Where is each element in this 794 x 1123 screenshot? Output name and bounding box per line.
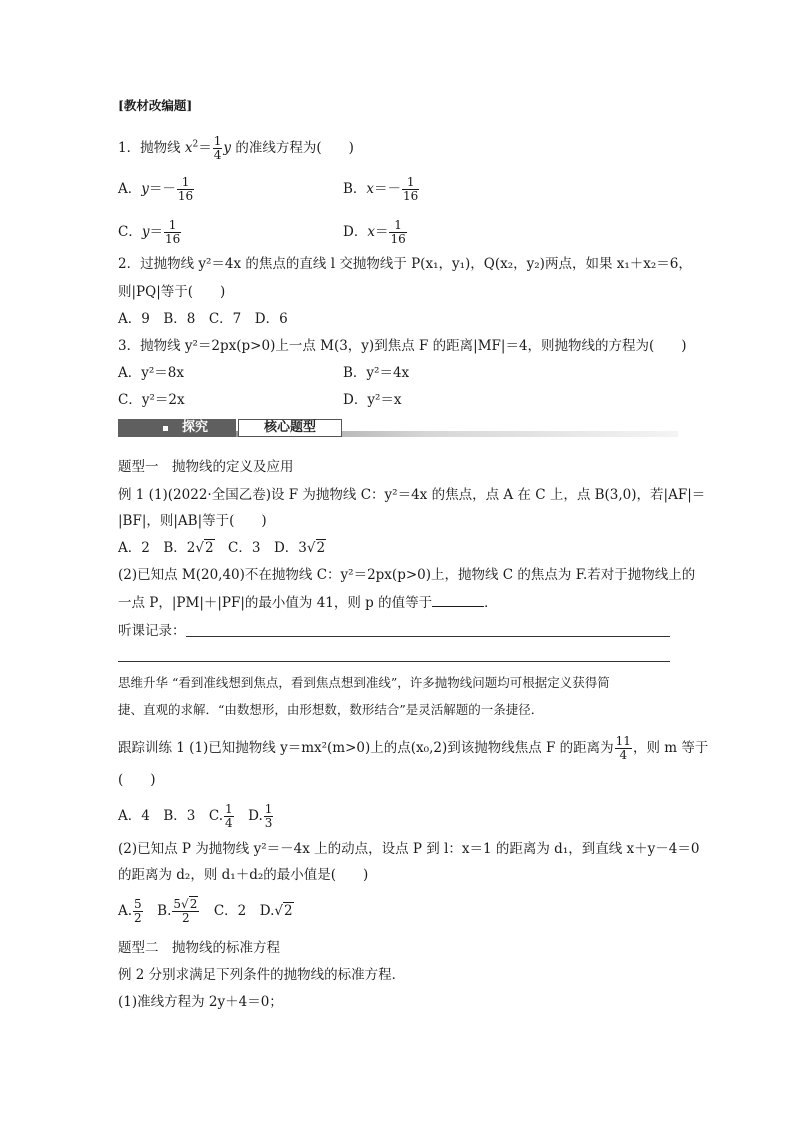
example1-options: A．2 B．2√2 C．3 D．3√2: [118, 540, 326, 556]
q1-option-c: C．y＝ $\frac{1}{16}$: [118, 218, 181, 246]
summary-line2: 捷、直观的求解．“由数想形，由形想数，数形结合”是灵活解题的一条捷径．: [118, 702, 544, 717]
answer-blank[interactable]: [432, 594, 484, 607]
summary-line1: 思维升华 “看到准线想到焦点，看到焦点想到准线”，许多抛物线问题均可根据定义获得简: [118, 675, 610, 690]
example1-line1: 例 1 (1)(2022·全国乙卷)设 F 为抛物线 C：y²＝4x 的焦点，点 A 在 C 上，点 B(3,0)，若|AF|＝: [118, 487, 706, 503]
notes-label: 听课记录：: [118, 623, 186, 639]
type2-title: 题型二 抛物线的标准方程: [118, 940, 280, 956]
q3-option-d: D．y²＝x: [343, 392, 402, 408]
section-banner: [118, 419, 678, 439]
follow1-part2-options: A. $\frac{5}{2}$ B. $\frac{5√2}{2}$ C．2 D.√2: [118, 897, 293, 925]
notes-line-2[interactable]: [118, 661, 670, 662]
banner-tab-core-types: 核心题型: [238, 419, 342, 437]
banner-tab-explore: 探究: [118, 419, 236, 437]
square-bullet-icon: [163, 426, 168, 431]
q3-stem: 3．抛物线 y²＝2px(p>0)上一点 M(3，y)到焦点 F 的距离|MF|＝4，则抛物线的方程为( ): [118, 338, 687, 354]
follow1-options: A．4 B．3 C. $\frac{1}{4}$ D. $\frac{1}{3}$: [118, 802, 273, 830]
q1-stem: 1．抛物线 $x^2=$ $\frac{1}{4}$ y 的准线方程为( ): [118, 134, 354, 162]
q3-option-c: C．y²＝2x: [118, 392, 185, 408]
follow1-line1: 跟踪训练 1 (1)已知抛物线 y＝mx²(m>0)上的点(x₀,2)到该抛物线焦点 F 的距离为 $\frac{11}{4}$ ，则 m 等于: [118, 734, 709, 762]
q2-options: A．9 B．8 C．7 D．6: [118, 311, 288, 327]
follow1-line2: ( ): [118, 772, 156, 788]
q2-stem-line1: 2．过抛物线 y²＝4x 的焦点的直线 l 交抛物线于 P(x₁，y₁)，Q(x₂，y₂)两点，如果 x₁＋x₂＝6，: [118, 256, 692, 272]
q2-stem-line2: 则|PQ|等于( ): [118, 284, 226, 300]
notes-line-1[interactable]: [186, 636, 670, 637]
example2-part1: (1)准线方程为 2y＋4＝0；: [118, 994, 283, 1010]
example1-line2: |BF|，则|AB|等于( ): [118, 513, 267, 529]
follow1-part2-line1: (2)已知点 P 为抛物线 y²＝－4x 上的动点，设点 P 到 l：x＝1 的距离为 d₁，到直线 x＋y－4＝0: [118, 841, 700, 857]
q1-option-d: D．x＝ $\frac{1}{16}$: [343, 218, 406, 246]
example1-part2-line2: 一点 P，|PM|＋|PF|的最小值为 41，则 p 的值等于 ．: [118, 595, 498, 611]
q1-fraction: $\frac{1}{4}$: [213, 134, 222, 162]
q3-option-b: B．y²＝4x: [343, 365, 410, 381]
type1-title: 题型一 抛物线的定义及应用: [118, 459, 294, 475]
q1-option-a: A．y＝－ $\frac{1}{16}$: [118, 175, 194, 203]
q3-option-a: A．y²＝8x: [118, 365, 184, 381]
section-tag: [教材改编题]: [118, 98, 193, 113]
example2-stem: 例 2 分别求满足下列条件的抛物线的标准方程．: [118, 967, 406, 983]
example1-part2-line1: (2)已知点 M(20,40)不在抛物线 C：y²＝2px(p>0)上，抛物线 C 的焦点为 F.若对于抛物线上的: [118, 567, 696, 583]
q1-option-b: B．x＝－ $\frac{1}{16}$: [343, 175, 419, 203]
follow1-part2-line2: 的距离为 d₂，则 d₁＋d₂的最小值是( ): [118, 867, 369, 883]
